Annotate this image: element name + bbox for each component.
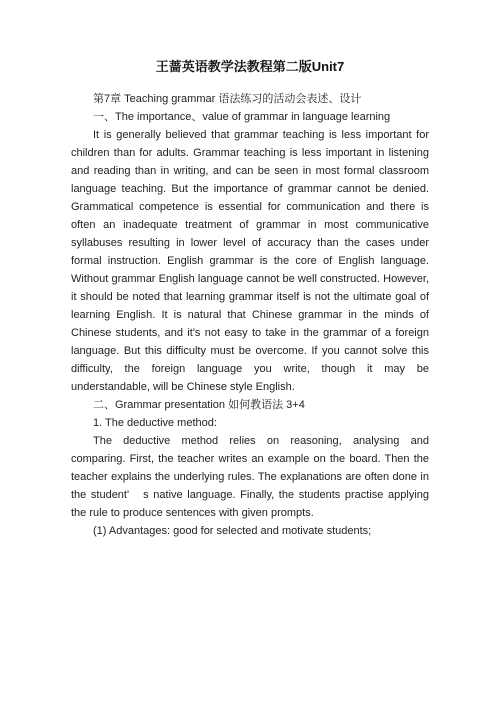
section1-heading: 一、The importance、value of grammar in language learning bbox=[93, 111, 391, 123]
section1-paragraph: It is generally believed that grammar teaching is less important for children than for adults. Grammar teaching is less important in listening and reading than in writing, and can be seen in most formal classroom language teaching. But the importance of grammar cannot be denied. Grammatical competence is essential for communication and there is often an inadequate treatment of grammar in most communicative syllabuses resulting in lower level of accuracy than the cases under formal instruction. English grammar is the core of English language. Without grammar English language cannot be well constructed. However, it should be noted that learning grammar itself is not the ultimate goal of learning English. It is natural that Chinese grammar in the minds of Chinese students, and it's not easy to take in the grammar of a foreign language. But this difficulty must be overcome. If you cannot solve this difficulty, the foreign language you write, though it may be understandable, will be Chinese style English. bbox=[71, 129, 429, 393]
method1-heading: 1. The deductive method: bbox=[93, 417, 217, 429]
method1-paragraph: The deductive method relies on reasoning, analysing and comparing. First, the teacher writes an example on the board. Then the teacher explains the underlying rules. The explanations are often done in the student' s native language. Finally, the students practise applying the rule to produce sentences with given prompts. bbox=[71, 435, 429, 519]
document-title: 王蔷英语教学法教程第二版Unit7 bbox=[155, 59, 345, 74]
section2-heading: 二、Grammar presentation 如何教语法 3+4 bbox=[93, 399, 305, 411]
advantages-line: (1) Advantages: good for selected and motivate students; bbox=[93, 525, 372, 537]
chapter-heading: 第7章 Teaching grammar 语法练习的活动会表述、设计 bbox=[93, 93, 362, 105]
